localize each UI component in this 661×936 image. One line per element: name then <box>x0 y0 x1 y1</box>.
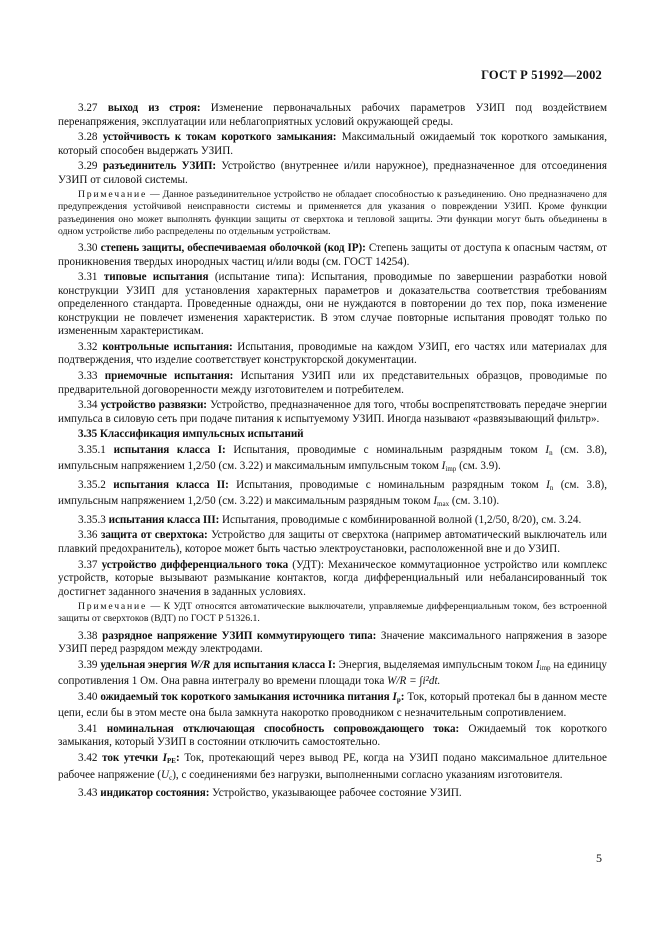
term: индикатор состояния: <box>100 787 210 800</box>
term: контрольные испытания: <box>102 340 233 353</box>
term: типовые испытания <box>103 271 209 284</box>
term: устойчивость к токам короткого замыкания: <box>102 131 337 144</box>
clause-3-32: 3.32 контрольные испытания: Испытания, проводимые на каждом УЗИП, его частях или материалах для подтверждения, что изделие соответствует конструкторской документации. <box>58 340 607 367</box>
clause-3-38: 3.38 разрядное напряжение УЗИП коммутирующего типа: Значение максимального напряжения в зазоре УЗИП перед разрядом между электродами. <box>58 629 607 656</box>
clause-3-39: 3.39 удельная энергия W/R для испытания класса I: Энергия, выделяемая импульсным током $I_{imp}$ на единицу сопротивления 1 Ом. Она равна интегралу во времени площади тока W/R = ∫i²dt. <box>58 658 608 688</box>
page-number: 5 <box>596 851 602 865</box>
clause-3-34: 3.34 устройство развязки: Устройство, предназначенное для того, чтобы воспрепятствовать передаче энергии импульса в силовую сеть при подаче питания к испытуемому УЗИП. Иногда называют «развязывающий фильтр». <box>58 399 607 425</box>
note-3-29: Примечание — Данное разъединительное устройство не обладает способностью к разъединению. Оно предназначено для предупреждения устойчивой неисправности системы и применяется для указания о повреждении УЗИП. Кроме функции разъединения оно может выполнять функции защиты от сверхтока и тепловой защиты. Эти функции могут быть объединены в одном устройстве либо распределены по отдельным устройствам. <box>58 189 607 237</box>
term: выход из строя: <box>107 102 201 114</box>
clause-3-43: 3.43 индикатор состояния: Устройство, указывающее рабочее состояние УЗИП. <box>78 787 462 800</box>
term: номинальная отключающая способность сопровождающего тока: <box>106 722 460 735</box>
clause-3-29: 3.29 разъединитель УЗИП: Устройство (внутреннее и/или наружное), предназначенное для отсоединения УЗИП от силовой системы. <box>58 160 607 186</box>
clause-3-27: 3.27 выход из строя: Изменение первоначальных рабочих параметров УЗИП под воздействием перенапряжения, эксплуатации или неблагоприятных условий окружающей среды. <box>58 102 607 128</box>
clause-3-30: 3.30 степень защиты, обеспечиваемая оболочкой (код IP): Степень защиты от доступа к опасным частям, от проникновения твердых инородных частиц и/или воды (см. ГОСТ 14254). <box>58 242 608 268</box>
clause-3-35-2: 3.35.2 испытания класса II: Испытания, проводимые с номинальным разрядным током $I_n$ (см. 3.8), импульсным напряжением 1,2/50 (см. 3.22) и максимальным разрядным током $I_{max}$ (см. 3.10). <box>58 478 607 509</box>
term: ток утечки <box>102 752 158 764</box>
clause-3-36: 3.36 защита от сверхтока: Устройство для защиты от сверхтока (например автоматический выключатель или плавкий предохранитель), которое может быть частью электроустановки, расположенной вне и до УЗИП. <box>58 529 607 556</box>
note-3-37: Примечание — К УДТ относятся автоматические выключатели, управляемые дифференциальным током, без встроенной защиты от сверхтоков (ВДТ) по ГОСТ Р 51326.1. <box>58 601 607 625</box>
term: испытания класса III: <box>108 513 220 526</box>
document-header: ГОСТ Р 51992—2002 <box>481 68 602 82</box>
section-heading: Классификация импульсных испытаний <box>99 428 304 441</box>
clause-3-31: 3.31 типовые испытания (испытание типа): Испытания, проводимые по завершении разработки новой конструкции УЗИП для установления характерных параметров и доказательства соответствия требованиям определенного стандарта. Проведенные однажды, они не нуждаются в повторении до тех пор, пока изменение конструкции не повлечет изменения характеристик. В этом случае повторные испытания проводят только по измененным характеристикам. <box>58 271 607 338</box>
term: устройство развязки: <box>100 399 207 412</box>
formula: W/R = ∫i²dt. <box>387 675 441 688</box>
clause-3-35: 3.35 Классификация импульсных испытаний <box>78 428 304 441</box>
term: степень защиты, обеспечиваемая оболочкой (код IP): <box>100 242 366 255</box>
clause-3-37: 3.37 устройство дифференциального тока (УДТ): Механическое коммутационное устройство или комплекс устройств, которые вызывают размыкание контактов, когда дифференциальный или небалансированный ток достигнет заданного значения в заданных условиях. <box>58 558 608 598</box>
clause-3-33: 3.33 приемочные испытания: Испытания УЗИП или их представительных образцов, проводимые по предварительной договоренности между изготовителем и потребителем. <box>58 370 607 396</box>
clause-3-35-3: 3.35.3 испытания класса III: Испытания, проводимые с комбинированной волной (1,2/50, 8/20), см. 3.24. <box>78 513 582 526</box>
term: приемочные испытания: <box>104 370 234 383</box>
term: ожидаемый ток короткого замыкания источника питания <box>100 690 390 703</box>
term: разрядное напряжение УЗИП коммутирующего типа: <box>102 629 377 642</box>
clause-3-35-1: 3.35.1 испытания класса I: Испытания, проводимые с номинальным разрядным током $I_n$ (см. 3.8), импульсным напряжением 1,2/50 (см. 3.22) и максимальным импульсным током $I_{imp}$ (см. 3.9). <box>58 443 608 474</box>
term: разъединитель УЗИП: <box>102 160 216 173</box>
term: испытания класса I: <box>113 443 226 456</box>
clause-3-42: 3.42 ток утечки $I_{PE}$: Ток, протекающий через вывод PE, когда на УЗИП подано максимальное длительное рабочее напряжение $(U_c)$, с соединениями без нагрузки, выполненными согласно указаниям изготовителя. <box>58 752 607 782</box>
term: устройство дифференциального тока <box>101 558 289 571</box>
clause-3-41: 3.41 номинальная отключающая способность сопровождающего тока: Ожидаемый ток короткого замыкания, который УЗИП в состоянии отключить самостоятельно. <box>58 722 607 749</box>
clause-3-40: 3.40 ожидаемый ток короткого замыкания источника питания $I_p$: Ток, который протекал бы в данном месте цепи, если бы в этом месте она была замкнута накоротко проводником с незначительным сопротивлением. <box>58 690 607 720</box>
term: испытания класса II: <box>113 478 229 491</box>
term: защита от сверхтока: <box>100 529 208 542</box>
clause-3-28: 3.28 устойчивость к токам короткого замыкания: Максимальный ожидаемый ток короткого замыкания, который способен выдержать УЗИП. <box>58 131 607 157</box>
page-content <box>58 102 607 803</box>
term: удельная энергия <box>100 658 188 671</box>
